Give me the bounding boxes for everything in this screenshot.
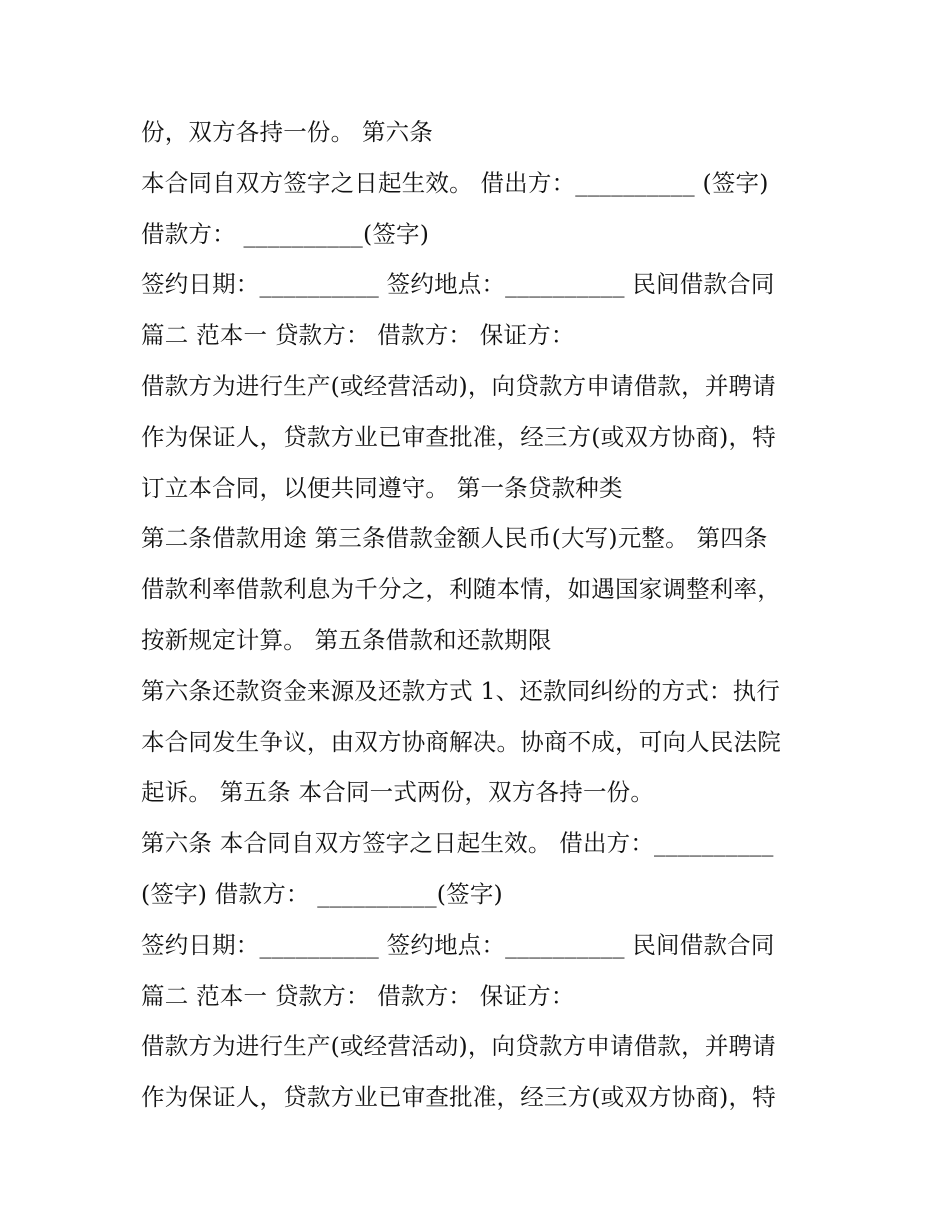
text-line: 借款方为进行生产(或经营活动)，向贷款方申请借款，并聘请 xyxy=(141,371,776,400)
text-line: 篇二 范本一 贷款方： 借款方： 保证方： xyxy=(141,981,575,1010)
text-line: 起诉。 第五条 本合同一式两份，双方各持一份。 xyxy=(141,778,655,807)
text-line: 订立本合同，以便共同遵守。 第一条贷款种类 xyxy=(141,473,623,502)
text-line: 签约日期：__________ 签约地点：__________ 民间借款合同 xyxy=(141,930,775,959)
text-line: 签约日期：__________ 签约地点：__________ 民间借款合同 xyxy=(141,270,775,299)
text-line: 作为保证人，贷款方业已审查批准，经三方(或双方协商)，特 xyxy=(141,422,776,451)
text-line: 本合同发生争议，由双方协商解决。协商不成，可向人民法院 xyxy=(141,727,781,756)
text-line: 本合同自双方签字之日起生效。 借出方：__________ (签字) xyxy=(141,168,769,197)
text-line: 第六条还款资金来源及还款方式 1、还款同纠纷的方式：执行 xyxy=(141,676,781,705)
text-line: 借款方为进行生产(或经营活动)，向贷款方申请借款，并聘请 xyxy=(141,1032,776,1061)
text-line: 篇二 范本一 贷款方： 借款方： 保证方： xyxy=(141,321,575,350)
text-line: (签字) 借款方： __________(签字) xyxy=(141,879,503,908)
text-line: 第二条借款用途 第三条借款金额人民币(大写)元整。 第四条 xyxy=(141,524,768,553)
document-body xyxy=(141,107,831,1123)
text-line: 作为保证人，贷款方业已审查批准，经三方(或双方协商)，特 xyxy=(141,1083,776,1112)
text-line: 第六条 本合同自双方签字之日起生效。 借出方：__________ xyxy=(141,829,774,858)
text-line: 份，双方各持一份。 第六条 xyxy=(141,118,434,146)
text-line: 按新规定计算。 第五条借款和还款期限 xyxy=(141,625,552,654)
text-line: 借款方： __________(签字) xyxy=(141,219,430,248)
text-line: 借款利率借款利息为千分之，利随本情，如遇国家调整利率， xyxy=(141,575,781,604)
